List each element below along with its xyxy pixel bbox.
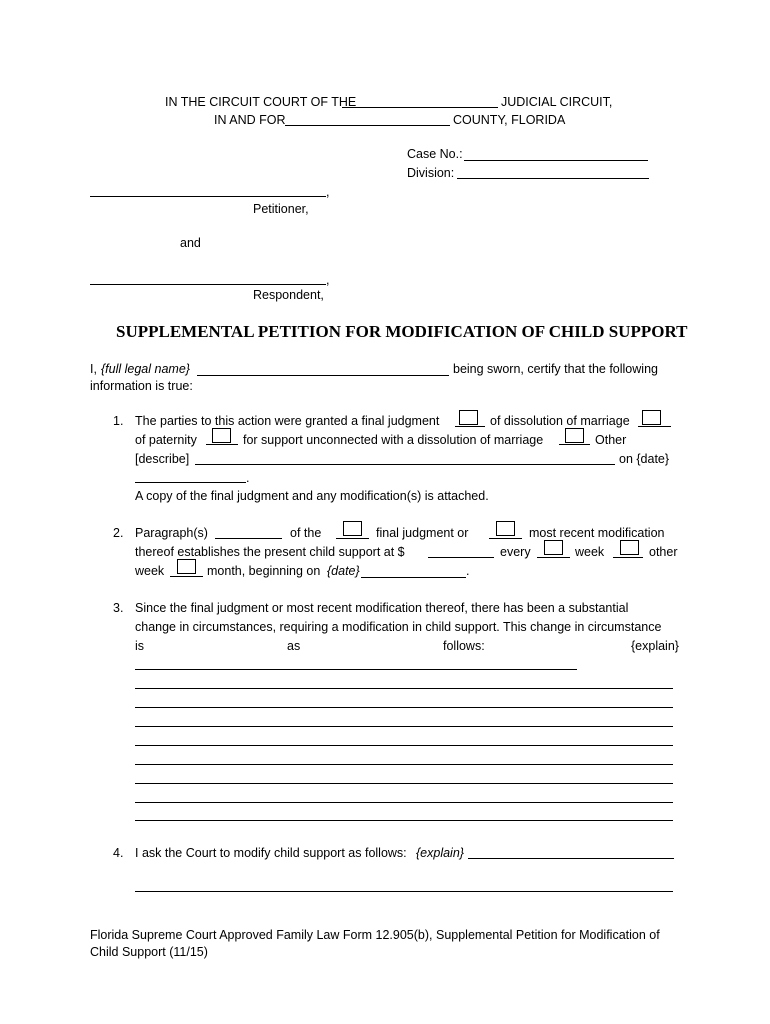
modification-request-line-2[interactable]: [135, 891, 673, 892]
beginning-date-field[interactable]: [361, 577, 466, 578]
item-3-as: as: [287, 639, 301, 653]
support-underline: [206, 444, 238, 445]
item-2-number: 2.: [113, 526, 124, 540]
footer-line-1: Florida Supreme Court Approved Family Law Form 12.905(b), Supplemental Petition for Modification of: [90, 928, 660, 942]
paragraphs-label: Paragraph(s): [135, 526, 208, 540]
court-label: IN THE CIRCUIT COURT OF THE: [165, 95, 357, 109]
item-2-period: .: [466, 564, 470, 578]
item-3-number: 3.: [113, 601, 124, 615]
paragraphs-field[interactable]: [215, 538, 282, 539]
explain-line-1[interactable]: [135, 669, 577, 670]
week-underline: [537, 557, 570, 558]
item-1-text-a: The parties to this action were granted a final judgment: [135, 414, 440, 428]
support-label: for support unconnected with a dissolution of marriage: [243, 433, 544, 447]
intro-sworn-text: being sworn, certify that the following: [453, 362, 658, 376]
final-judgment-underline: [336, 538, 369, 539]
explain-line-9[interactable]: [135, 820, 673, 821]
item-3-line-1: Since the final judgment or most recent modification thereof, there has been a substantial: [135, 601, 629, 615]
support-amount-field[interactable]: [428, 557, 494, 558]
dissolution-underline: [455, 426, 485, 427]
date-hint: {date}: [327, 564, 360, 578]
item-1-text-b: of paternity: [135, 433, 197, 447]
date-period: .: [246, 471, 250, 485]
and-label: and: [180, 236, 201, 250]
petitioner-label: Petitioner,: [253, 202, 309, 216]
respondent-label: Respondent,: [253, 288, 324, 302]
on-date-label: on {date}: [619, 452, 670, 466]
other-week-underline: [613, 557, 643, 558]
paternity-checkbox[interactable]: [642, 410, 661, 425]
judicial-circuit-label: JUDICIAL CIRCUIT,: [501, 95, 613, 109]
explain-line-8[interactable]: [135, 802, 673, 803]
week-checkbox[interactable]: [544, 540, 563, 555]
item-4-text: I ask the Court to modify child support as follows:: [135, 846, 407, 860]
division-label: Division:: [407, 166, 455, 180]
item-4-explain-hint: {explain}: [416, 846, 464, 860]
in-and-for-label: IN AND FOR: [214, 113, 286, 127]
footer-line-2: Child Support (11/15): [90, 945, 208, 959]
other-label: Other: [595, 433, 627, 447]
week2-label: week: [135, 564, 165, 578]
explain-line-2[interactable]: [135, 688, 673, 689]
full-legal-name-field[interactable]: [197, 375, 449, 376]
month-beginning-label: month, beginning on: [207, 564, 321, 578]
every-label: every: [500, 545, 531, 559]
explain-line-3[interactable]: [135, 707, 673, 708]
county-field[interactable]: [285, 125, 450, 126]
dissolution-checkbox[interactable]: [459, 410, 478, 425]
full-legal-name-hint: {full legal name}: [101, 362, 190, 376]
final-judgment-checkbox[interactable]: [343, 521, 362, 536]
dissolution-label: of dissolution of marriage: [490, 414, 630, 428]
month-underline: [170, 576, 203, 577]
explain-line-4[interactable]: [135, 726, 673, 727]
most-recent-modification-checkbox[interactable]: [496, 521, 515, 536]
county-label: COUNTY, FLORIDA: [453, 113, 566, 127]
other-checkbox[interactable]: [565, 428, 584, 443]
other-label: other: [649, 545, 678, 559]
week-label: week: [575, 545, 605, 559]
intro-line-2: information is true:: [90, 379, 193, 393]
respondent-name-field[interactable]: [90, 284, 326, 285]
division-field[interactable]: [457, 178, 649, 179]
item-3-is: is: [135, 639, 145, 653]
case-no-field[interactable]: [464, 160, 648, 161]
explain-line-7[interactable]: [135, 783, 673, 784]
describe-field[interactable]: [195, 464, 615, 465]
judgment-date-field[interactable]: [135, 482, 246, 483]
item-4-number: 4.: [113, 846, 124, 860]
page-title: SUPPLEMENTAL PETITION FOR MODIFICATION OF CHILD SUPPORT: [116, 322, 688, 341]
other-week-checkbox[interactable]: [620, 540, 639, 555]
petitioner-name-field[interactable]: [90, 196, 326, 197]
thereof-text: thereof establishes the present child support at $: [135, 545, 405, 559]
explain-line-5[interactable]: [135, 745, 673, 746]
final-judgment-or-label: final judgment or: [376, 526, 469, 540]
respondent-comma: ,: [326, 273, 330, 287]
copy-attached-note: A copy of the final judgment and any modification(s) is attached.: [135, 489, 489, 503]
explain-line-6[interactable]: [135, 764, 673, 765]
item-3-explain-hint: {explain}: [631, 639, 679, 653]
judicial-circuit-field[interactable]: [342, 107, 498, 108]
item-3-follows: follows:: [443, 639, 485, 653]
intro-prefix: I,: [90, 362, 97, 376]
item-1-number: 1.: [113, 414, 124, 428]
support-checkbox[interactable]: [212, 428, 231, 443]
item-3-line-2: change in circumstances, requiring a modification in child support. This change in circumstance: [135, 620, 662, 634]
modification-request-field[interactable]: [468, 858, 674, 859]
of-the-label: of the: [290, 526, 322, 540]
modification-underline: [489, 538, 522, 539]
other-underline: [559, 444, 590, 445]
describe-label: [describe]: [135, 452, 190, 466]
most-recent-modification-label: most recent modification: [529, 526, 665, 540]
petitioner-comma: ,: [326, 185, 330, 199]
month-checkbox[interactable]: [177, 559, 196, 574]
case-no-label: Case No.:: [407, 147, 463, 161]
paternity-underline: [638, 426, 671, 427]
